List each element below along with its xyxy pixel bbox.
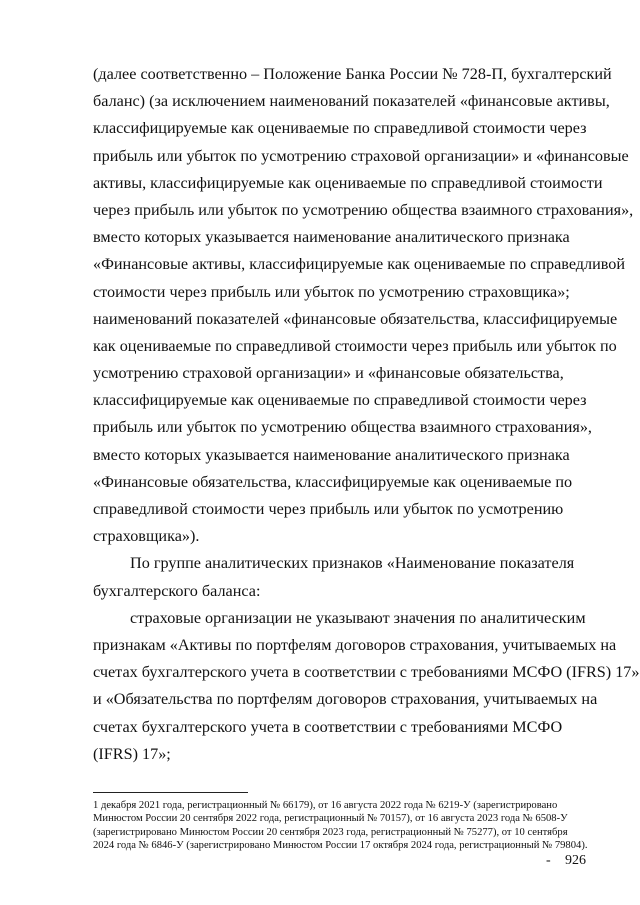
text-line: наименований показателей «финансовые обязательства, классифицируемые [93, 309, 618, 328]
footnote [93, 799, 588, 853]
text-line: справедливой стоимости через прибыль или убыток по усмотрению [93, 500, 564, 518]
text-line: активы, классифицируемые как оцениваемые по справедливой стоимости [93, 173, 603, 192]
text-line: «Финансовые активы, классифицируемые как оцениваемые по справедливой [93, 255, 626, 274]
text-line: страховщика»). [93, 527, 200, 546]
footnote-line: 2024 года № 6846-У (зарегистрировано Минюстом России 17 октября 2024 года, регистрационный № 79804). [93, 840, 588, 852]
footnote-line: (зарегистрировано Минюстом России 20 сентября 2023 года, регистрационный № 75277), от 10 сентября [93, 826, 568, 838]
text-line: страховые организации не указывают значения по аналитическим [130, 608, 586, 627]
body-text [93, 61, 640, 768]
page-number: 926 [565, 853, 586, 868]
text-line: (далее соответственно – Положение Банка России № 728-П, бухгалтерский [93, 65, 612, 83]
text-line: баланс) (за исключением наименований показателей «финансовые активы, [93, 92, 610, 111]
text-line: и «Обязательства по портфелям договоров страхования, учитываемых на [93, 690, 598, 709]
text-line: бухгалтерского баланса: [93, 581, 261, 600]
text-line: классифицируемые как оцениваемые по справедливой стоимости через [93, 119, 587, 138]
text-line: как оцениваемые по справедливой стоимости через прибыль или убыток по [93, 336, 617, 355]
text-line: стоимости через прибыль или убыток по усмотрению страховщика»; [93, 282, 570, 301]
text-line: прибыль или убыток по усмотрению общества взаимного страхования», [93, 418, 592, 437]
text-line: (IFRS) 17»; [93, 744, 171, 763]
footnote-line: Минюстом России 20 сентября 2022 года, регистрационный № 70157), от 16 августа 2023 года № 6508-У [93, 813, 568, 825]
text-line: через прибыль или убыток по усмотрению общества взаимного страхования», [93, 200, 634, 219]
page-number-dash: - [546, 853, 551, 868]
text-line: вместо которых указывается наименование аналитического признака [93, 228, 570, 247]
text-line: счетах бухгалтерского учета в соответствии с требованиями МСФО [93, 717, 563, 736]
text-line: прибыль или убыток по усмотрению страховой организации» и «финансовые [93, 146, 629, 165]
text-line: «Финансовые обязательства, классифицируемые как оцениваемые по [93, 472, 573, 491]
footnote-line: 1 декабря 2021 года, регистрационный № 66179), от 16 августа 2022 года № 6219-У (зарегистрировано [93, 800, 558, 811]
text-line: признакам «Активы по портфелям договоров страхования, учитываемых на [93, 635, 617, 654]
text-line: классифицируемые как оцениваемые по справедливой стоимости через [93, 391, 587, 410]
text-line: усмотрению страховой организации» и «финансовые обязательства, [93, 364, 564, 383]
text-line: счетах бухгалтерского учета в соответствии с требованиями МСФО (IFRS) 17» [93, 663, 640, 682]
footnote-separator [93, 792, 248, 793]
text-line: вместо которых указывается наименование аналитического признака [93, 445, 570, 464]
text-line: По группе аналитических признаков «Наименование показателя [130, 554, 575, 573]
